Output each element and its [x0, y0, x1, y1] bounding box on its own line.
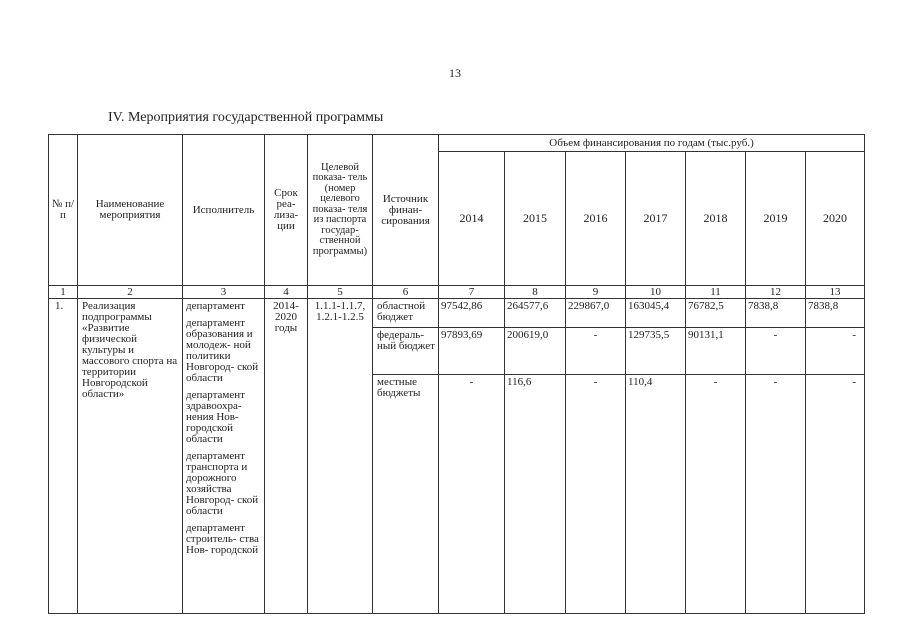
value-cell: 110,4: [626, 375, 686, 614]
executor-list: [183, 299, 265, 614]
row-number: 1.: [49, 299, 78, 614]
column-number: 2: [78, 286, 183, 299]
year-2019: 2019: [746, 152, 806, 286]
value-cell: 129735,5: [626, 328, 686, 375]
year-2016: 2016: [566, 152, 626, 286]
executor-item: департамент здравоохра- нения Нов- городской области: [186, 389, 245, 445]
column-number: 6: [373, 286, 439, 299]
program-table: [48, 134, 865, 614]
column-number: 4: [265, 286, 308, 299]
header-executor: Исполнитель: [183, 135, 265, 286]
value-cell: -: [746, 375, 806, 614]
column-number: 10: [626, 286, 686, 299]
column-number: 8: [505, 286, 566, 299]
executor-item: департамент: [186, 300, 245, 312]
year-2017: 2017: [626, 152, 686, 286]
year-2015: 2015: [505, 152, 566, 286]
page-number: 13: [449, 66, 461, 80]
year-2014: 2014: [439, 152, 505, 286]
value-cell: -: [439, 375, 505, 614]
value-cell: 264577,6: [505, 299, 566, 328]
header-name: Наименование мероприятия: [78, 135, 183, 286]
value-cell: 90131,1: [686, 328, 746, 375]
header-source: Источник финан- сирования: [373, 135, 439, 286]
column-number: 11: [686, 286, 746, 299]
value-cell: 7838,8: [806, 299, 865, 328]
value-cell: -: [806, 375, 865, 614]
executor-item: департамент транспорта и дорожного хозяйства Новгород- ской области: [186, 450, 259, 517]
value-cell: -: [566, 328, 626, 375]
column-number: 1: [49, 286, 78, 299]
header-funding: Объем финансирования по годам (тыс.руб.): [439, 135, 865, 152]
value-cell: -: [686, 375, 746, 614]
source-label: областной бюджет: [373, 299, 439, 328]
value-cell: 200619,0: [505, 328, 566, 375]
value-cell: 229867,0: [566, 299, 626, 328]
value-cell: -: [746, 328, 806, 375]
source-label: федераль- ный бюджет: [373, 328, 439, 375]
value-cell: -: [566, 375, 626, 614]
executor-item: департамент строитель- ства Нов- городской: [186, 522, 259, 556]
activity-name: Реализация подпрограммы «Развитие физической культуры и массового спорта на территории Новгородской области»: [78, 299, 183, 614]
section-title: IV. Мероприятия государственной программы: [108, 110, 384, 125]
value-cell: 7838,8: [746, 299, 806, 328]
column-number: 13: [806, 286, 865, 299]
source-label: местные бюджеты: [373, 375, 439, 614]
year-2018: 2018: [686, 152, 746, 286]
value-cell: 76782,5: [686, 299, 746, 328]
column-number: 12: [746, 286, 806, 299]
header-term: Срок реа- лиза- ции: [265, 135, 308, 286]
year-2020: 2020: [806, 152, 865, 286]
executor-item: департамент образования и молодеж- ной политики Новгород- ской области: [186, 317, 259, 384]
value-cell: 97542,86: [439, 299, 505, 328]
value-cell: -: [806, 328, 865, 375]
value-cell: 116,6: [505, 375, 566, 614]
header-target: Целевой показа- тель (номер целевого показа- теля из паспорта государ- ственной программы): [308, 135, 373, 286]
column-number: 7: [439, 286, 505, 299]
value-cell: 97893,69: [439, 328, 505, 375]
term: 2014- 2020 годы: [265, 299, 308, 614]
column-number: 5: [308, 286, 373, 299]
header-no: № п/п: [49, 135, 78, 286]
target-indicator: 1.1.1-1.1.7, 1.2.1-1.2.5: [308, 299, 373, 614]
value-cell: 163045,4: [626, 299, 686, 328]
column-number: 3: [183, 286, 265, 299]
column-number: 9: [566, 286, 626, 299]
